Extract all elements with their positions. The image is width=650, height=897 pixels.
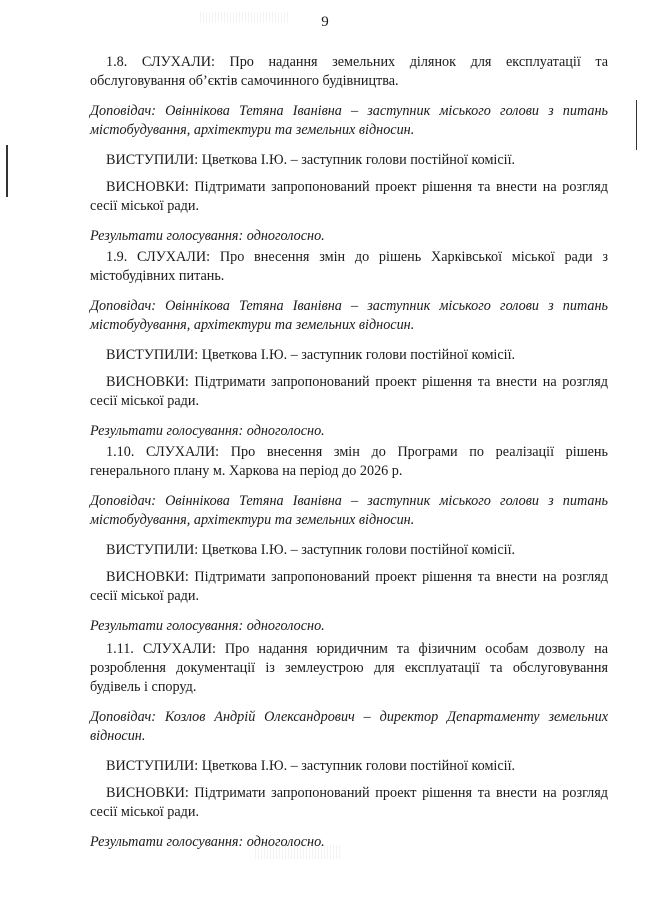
page-number: 9: [321, 14, 329, 30]
conclusions-paragraph: ВИСНОВКИ: Підтримати запропонований проект рішення та внести на розгляд сесії міської ради.: [90, 374, 608, 409]
vote-result: Результати голосування: одноголосно.: [90, 228, 325, 244]
scan-edge-mark: [6, 145, 8, 197]
reporter-paragraph: Доповідач: Овіннікова Тетяна Іванівна – заступник міського голови з питань містобудування, архітектури та земельних відносин.: [90, 103, 608, 138]
reporter-paragraph: Доповідач: Овіннікова Тетяна Іванівна – заступник міського голови з питань містобудування, архітектури та земельних відносин.: [90, 298, 608, 333]
spoke-paragraph: ВИСТУПИЛИ: Цветкова І.Ю. – заступник голови постійної комісії.: [106, 542, 516, 558]
vote-result: Результати голосування: одноголосно.: [90, 423, 325, 439]
heard-paragraph: 1.11. СЛУХАЛИ: Про надання юридичним та фізичним особам дозволу на розроблення документації із землеустрою для експлуатації та обслуговування будівель і споруд.: [90, 641, 608, 695]
reporter-paragraph: Доповідач: Козлов Андрій Олександрович – директор Департаменту земельних відносин.: [90, 709, 608, 744]
agenda-item-1-11: [90, 640, 608, 852]
agenda-item-1-9: [90, 248, 608, 441]
scan-edge-mark: [636, 100, 637, 150]
agenda-item-1-10: [90, 443, 608, 636]
spoke-paragraph: ВИСТУПИЛИ: Цветкова І.Ю. – заступник голови постійної комісії.: [106, 152, 516, 168]
vote-result: Результати голосування: одноголосно.: [90, 834, 325, 850]
vote-result: Результати голосування: одноголосно.: [90, 618, 325, 634]
conclusions-paragraph: ВИСНОВКИ: Підтримати запропонований проект рішення та внести на розгляд сесії міської ради.: [90, 785, 608, 820]
conclusions-paragraph: ВИСНОВКИ: Підтримати запропонований проект рішення та внести на розгляд сесії міської ради.: [90, 179, 608, 214]
conclusions-paragraph: ВИСНОВКИ: Підтримати запропонований проект рішення та внести на розгляд сесії міської ради.: [90, 569, 608, 604]
heard-paragraph: 1.8. СЛУХАЛИ: Про надання земельних ділянок для експлуатації та обслуговування об’єктів самочинного будівництва.: [90, 54, 608, 89]
spoke-paragraph: ВИСТУПИЛИ: Цветкова І.Ю. – заступник голови постійної комісії.: [106, 347, 516, 363]
heard-paragraph: 1.9. СЛУХАЛИ: Про внесення змін до рішень Харківської міської ради з містобудівних питань.: [90, 249, 608, 284]
agenda-item-1-8: [90, 53, 608, 246]
reporter-paragraph: Доповідач: Овіннікова Тетяна Іванівна – заступник міського голови з питань містобудування, архітектури та земельних відносин.: [90, 493, 608, 528]
spoke-paragraph: ВИСТУПИЛИ: Цветкова І.Ю. – заступник голови постійної комісії.: [106, 758, 516, 774]
heard-paragraph: 1.10. СЛУХАЛИ: Про внесення змін до Програми по реалізації рішень генерального плану м. Харкова на період до 2026 р.: [90, 444, 608, 479]
